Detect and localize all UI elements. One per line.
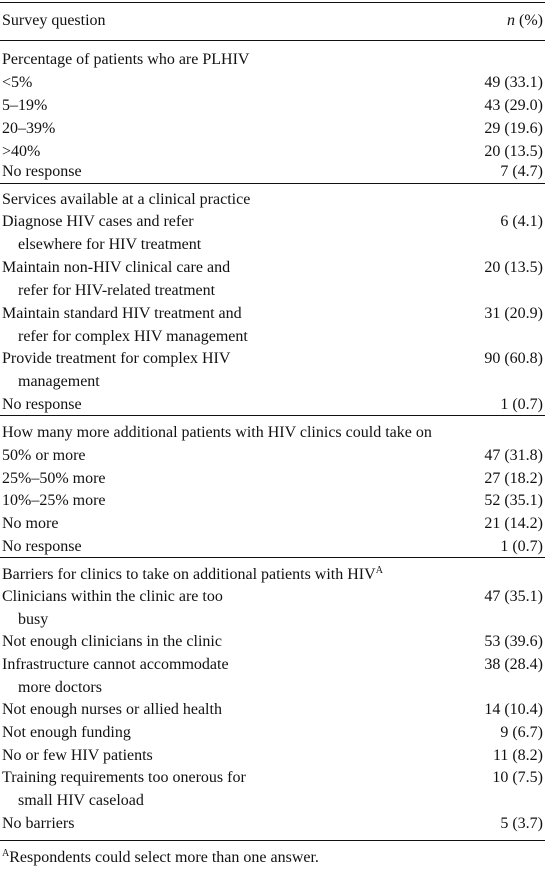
- row-label: Provide treatment for complex HIV: [2, 350, 231, 367]
- table-row: [2, 744, 545, 767]
- row-label: 25%–50% more: [2, 470, 106, 487]
- row-value: 20 (13.5): [484, 259, 543, 276]
- table-row: [2, 444, 545, 467]
- row-value: 47 (31.8): [484, 447, 543, 464]
- row-label: No response: [2, 396, 82, 413]
- row-label: No response: [2, 163, 82, 180]
- section4-title-text: Barriers for clinics to take on additional patients with HIV: [2, 566, 376, 583]
- table-header: [2, 9, 545, 32]
- table-row: [2, 585, 545, 608]
- row-label: 50% or more: [2, 447, 86, 464]
- row-value: 47 (35.1): [484, 588, 543, 605]
- row-value: 52 (35.1): [484, 492, 543, 509]
- footnote-sup: A: [2, 848, 10, 859]
- section-title: [2, 563, 545, 586]
- table-row-continuation: [2, 370, 545, 393]
- table-row-continuation: [2, 325, 545, 348]
- footnote-text: [2, 846, 319, 869]
- row-label: Maintain standard HIV treatment and: [2, 305, 242, 322]
- row-label: Not enough nurses or allied health: [2, 701, 222, 718]
- table-row: [2, 347, 545, 370]
- table-bottom-rule: [0, 840, 545, 841]
- table-footnote: [2, 846, 545, 869]
- row-label: Not enough funding: [2, 724, 131, 741]
- table-row: [2, 302, 545, 325]
- table-row: [2, 94, 545, 117]
- table-row-continuation: [2, 676, 545, 699]
- table-row: [2, 698, 545, 721]
- table-row: [2, 512, 545, 535]
- table-row: [2, 535, 545, 558]
- row-label-continuation: elsewhere for HIV treatment: [18, 236, 202, 253]
- header-rule: [0, 40, 545, 41]
- row-value: 7 (4.7): [500, 163, 543, 180]
- row-value: 27 (18.2): [484, 470, 543, 487]
- row-value: 10 (7.5): [492, 769, 543, 786]
- table-row: [2, 653, 545, 676]
- section3-title: How many more additional patients with HIV clinics could take on: [2, 424, 432, 441]
- section-rule: [0, 415, 545, 416]
- table-row: [2, 393, 545, 416]
- row-label: No barriers: [2, 815, 75, 832]
- footnote-body: Respondents could select more than one answer.: [9, 849, 319, 866]
- table-row-continuation: [2, 279, 545, 302]
- row-label-continuation: management: [18, 373, 100, 390]
- row-label-continuation: refer for HIV-related treatment: [18, 282, 216, 299]
- section1-title: Percentage of patients who are PLHIV: [2, 51, 250, 68]
- row-value: 49 (33.1): [484, 74, 543, 91]
- row-label: Clinicians within the clinic are too: [2, 588, 223, 605]
- section-title: [2, 188, 545, 211]
- row-label: No or few HIV patients: [2, 747, 153, 764]
- row-value: 38 (28.4): [484, 656, 543, 673]
- table-row: [2, 766, 545, 789]
- section2-title: Services available at a clinical practice: [2, 191, 251, 208]
- section4-title: [2, 563, 383, 586]
- row-label: Training requirements too onerous for: [2, 769, 246, 786]
- section-title: [2, 421, 545, 444]
- row-label: <5%: [2, 74, 33, 91]
- row-label-continuation: more doctors: [18, 679, 102, 696]
- row-value: 53 (39.6): [484, 633, 543, 650]
- table-row: [2, 117, 545, 140]
- table-top-rule: [0, 2, 545, 3]
- row-label: 10%–25% more: [2, 492, 106, 509]
- row-value: 31 (20.9): [484, 305, 543, 322]
- table-row-continuation: [2, 608, 545, 631]
- table-row: [2, 812, 545, 835]
- row-value: 21 (14.2): [484, 515, 543, 532]
- row-value: 14 (10.4): [484, 701, 543, 718]
- row-label-continuation: refer for complex HIV management: [18, 328, 248, 345]
- row-label: Diagnose HIV cases and refer: [2, 213, 194, 230]
- row-value: 90 (60.8): [484, 350, 543, 367]
- section-rule: [0, 557, 545, 558]
- row-value: 1 (0.7): [500, 538, 543, 555]
- header-pct: (%): [519, 12, 543, 29]
- row-value: 9 (6.7): [500, 724, 543, 741]
- row-label: Maintain non-HIV clinical care and: [2, 259, 231, 276]
- row-label-continuation: small HIV caseload: [18, 792, 144, 809]
- table-row-continuation: [2, 789, 545, 812]
- row-label: Infrastructure cannot accommodate: [2, 656, 229, 673]
- row-label: No response: [2, 538, 82, 555]
- header-n-pct: [507, 9, 543, 32]
- header-question: Survey question: [2, 12, 106, 29]
- table-row: [2, 630, 545, 653]
- table-row: [2, 160, 545, 183]
- row-value: 29 (19.6): [484, 120, 543, 137]
- row-label: No more: [2, 515, 59, 532]
- section-rule: [0, 183, 545, 184]
- row-value: 6 (4.1): [500, 213, 543, 230]
- row-value: 5 (3.7): [500, 815, 543, 832]
- row-value: 11 (8.2): [492, 747, 543, 764]
- table-row: [2, 467, 545, 490]
- row-label-continuation: busy: [18, 611, 49, 628]
- table-row-continuation: [2, 233, 545, 256]
- row-value: 1 (0.7): [500, 396, 543, 413]
- row-label: Not enough clinicians in the clinic: [2, 633, 222, 650]
- row-label: 5–19%: [2, 97, 48, 114]
- header-n: n: [507, 12, 516, 29]
- row-label: >40%: [2, 143, 41, 160]
- table-row: [2, 721, 545, 744]
- table-row: [2, 71, 545, 94]
- table-row: [2, 489, 545, 512]
- table-row: [2, 210, 545, 233]
- footnote-marker: A: [375, 565, 383, 576]
- row-value: 43 (29.0): [484, 97, 543, 114]
- row-label: 20–39%: [2, 120, 56, 137]
- section-title: [2, 48, 545, 71]
- row-value: 20 (13.5): [484, 143, 543, 160]
- table-row: [2, 256, 545, 279]
